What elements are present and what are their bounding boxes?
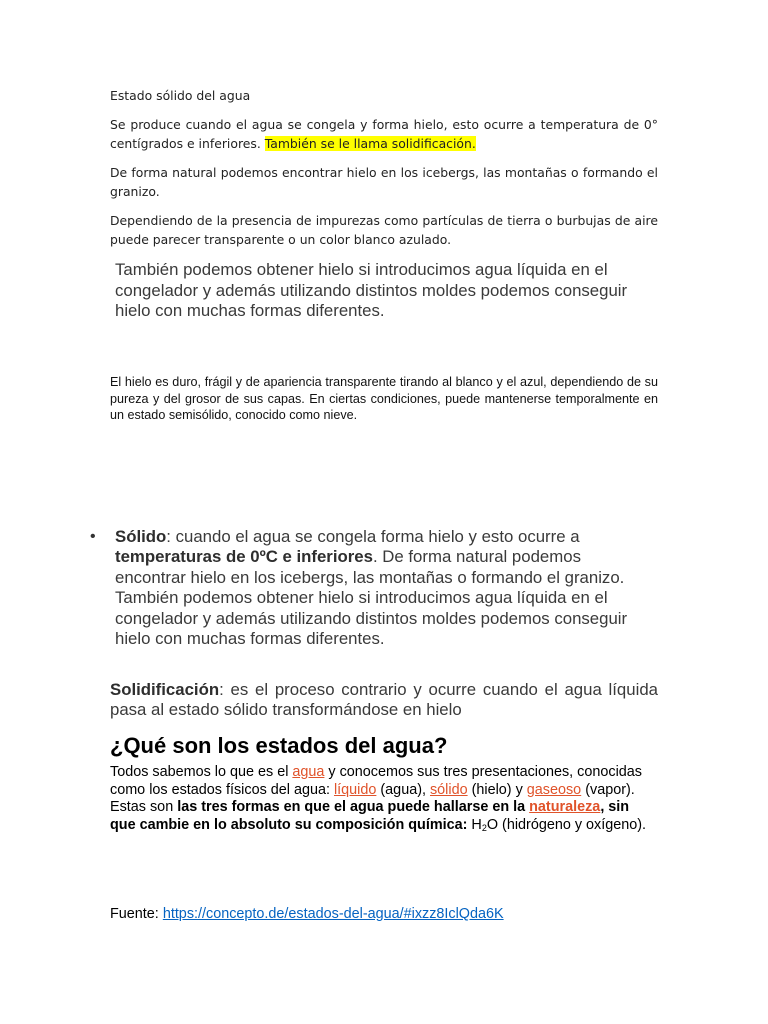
paragraph-natural: De forma natural podemos encontrar hielo en los icebergs, las montañas o formando el granizo.	[110, 165, 658, 199]
states-bold-1: las tres formas en que el agua puede hallarse en la	[177, 799, 530, 816]
paragraph-impurities: Dependiendo de la presencia de impurezas como partículas de tierra o burbujas de aire puede parecer transparente o un color blanco azulado.	[110, 213, 658, 247]
highlighted-text: También se le llama solidificación.	[264, 136, 476, 151]
solidification-term: Solidificación	[110, 680, 220, 699]
states-text-a: Todos sabemos lo que es el	[110, 764, 293, 780]
paragraph-definition	[110, 115, 658, 153]
paragraph-solidification	[110, 680, 658, 721]
states-text-e: (vapor). Estas son	[110, 781, 635, 816]
states-text-c: (agua),	[376, 781, 430, 798]
bullet-text-1: : cuando el agua se congela forma hielo y esto ocurre a	[166, 527, 580, 546]
link-liquido[interactable]: líquido	[333, 781, 377, 798]
bullet-marker: •	[90, 528, 96, 545]
states-text-b: y conocemos sus tres presentaciones, conocidas como los estados físicos del agua:	[110, 764, 642, 798]
solidification-text: : es el proceso contrario y ocurre cuando el agua líquida pasa al estado sólido transformándose en hielo	[110, 680, 658, 720]
source-line	[110, 906, 658, 924]
bullet-bold: temperaturas de 0ºC e inferiores	[115, 547, 373, 567]
bullet-solid-item	[115, 527, 655, 649]
bullet-text-2: . De forma natural podemos encontrar hielo en los icebergs, las montañas o formando el granizo. También podemos obtener hielo si introducimos agua líquida en el congelador y además utilizando distintos moldes podemos conseguir hielo con muchas formas diferentes.	[115, 547, 628, 649]
paragraph-ice-properties: El hielo es duro, frágil y de apariencia transparente tirando al blanco y el azul, dependiendo de su pureza y del grosor de sus capas. En ciertas condiciones, puede mantenerse temporalmente en un estado semisólido, conocido como nieve.	[110, 375, 658, 422]
states-text-d: (hielo) y	[467, 781, 527, 798]
states-bold-2: , sin que cambie en lo absoluto su composición química:	[110, 799, 630, 833]
source-label: Fuente:	[110, 906, 163, 922]
paragraph-states	[110, 764, 655, 837]
link-gaseoso[interactable]: gaseoso	[526, 781, 582, 798]
definition-text: Se produce cuando el agua se congela y forma hielo, esto ocurre a temperatura de 0° centígrados e inferiores.	[110, 117, 658, 151]
bullet-term: Sólido	[115, 527, 167, 546]
subscript-2: 2	[481, 822, 487, 833]
link-naturaleza[interactable]: naturaleza	[529, 799, 601, 816]
section-title: Estado sólido del agua	[110, 88, 251, 103]
paragraph-freezer: También podemos obtener hielo si introducimos agua líquida en el congelador y además utilizando distintos moldes podemos conseguir hielo con muchas formas diferentes.	[115, 260, 628, 320]
link-agua[interactable]: agua	[292, 764, 325, 780]
section-heading: ¿Qué son los estados del agua?	[110, 733, 448, 758]
link-solido[interactable]: sólido	[429, 781, 468, 798]
states-text-f: H	[467, 816, 482, 833]
source-link[interactable]: https://concepto.de/estados-del-agua/#ixzz8IclQda6K	[162, 906, 504, 922]
states-text-g: O (hidrógeno y oxígeno).	[486, 816, 647, 833]
